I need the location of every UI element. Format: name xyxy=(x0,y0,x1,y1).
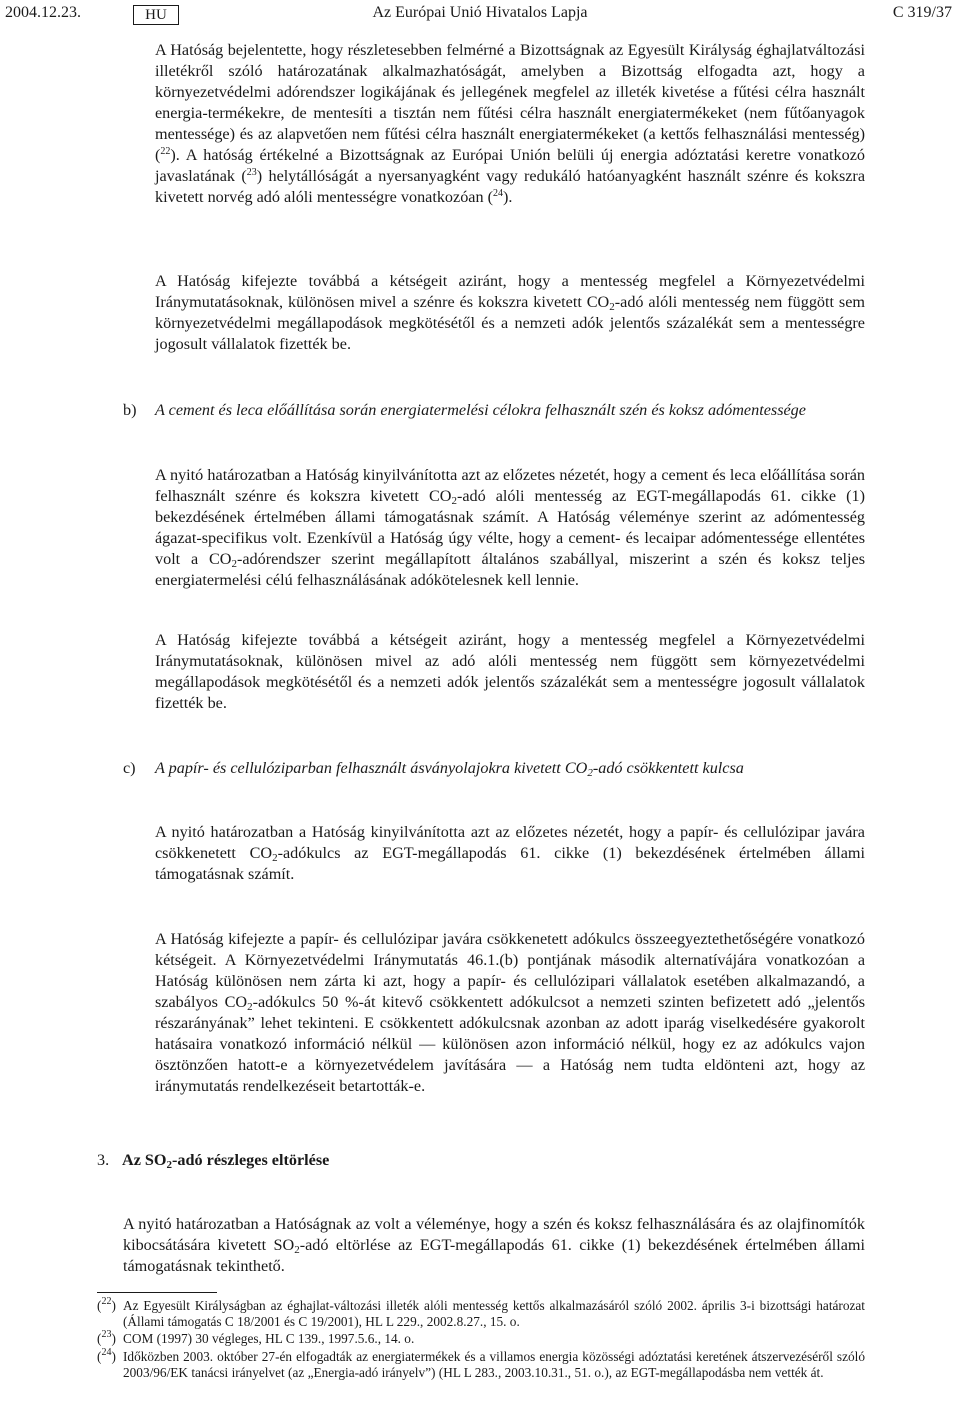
subsection-c-marker: c) xyxy=(123,759,136,777)
paragraph-5: A nyitó határozatban a Hatóság kinyilvánította azt az előzetes nézetét, hogy a papír- és cellulózipar javára csökkenetett $CO_2$-adókulcs az EGT-megállapodás 61. cikke (1) bekezdésének értelmében állami támogatásnak számít. xyxy=(155,823,865,883)
language-badge: HU xyxy=(133,5,179,25)
page-number: C 319/37 xyxy=(892,4,952,21)
paragraph-4: A Hatóság kifejezte továbbá a kétségeit aziránt, hogy a mentesség megfelel a Környezetvédelmi Iránymutatásoknak, különösen mivel az adó alóli mentesség nem függött sem környezetvédelmi megállapodások megkötésétől és a nemzeti adók jelentős százalékát sem a mentességre jogosult vállalatok fizették be. xyxy=(155,631,865,712)
footnote-text: Az Egyesült Királyságban az éghajlat-változási illeték alóli mentesség kettős alkalmazásáról szóló 2002. április 3-i bizottsági határozat (Állami támogatás C 18/2001 és C 19/2001), HL L 229., 2002.8.27., 15. o. xyxy=(123,1298,865,1329)
footnote-marker: ($^{23}$) xyxy=(97,1329,116,1346)
footnote-text: COM (1997) 30 végleges, HL C 139., 1997.5.6., 14. o. xyxy=(123,1331,415,1346)
footnote-ref-22[interactable]: 22 xyxy=(160,146,171,157)
footnote-ref-24[interactable]: 24 xyxy=(493,188,504,199)
subsection-c-title: A papír- és cellulóziparban felhasznált ásványolajokra kivetett $CO_2$-adó csökkentett kulcsa xyxy=(155,759,744,779)
page-header xyxy=(0,4,960,28)
journal-title: Az Európai Unió Hivatalos Lapja xyxy=(372,4,588,21)
footnote-marker: ($^{22}$) xyxy=(97,1296,116,1313)
paragraph-7: A nyitó határozatban a Hatóságnak az volt a véleménye, hogy a szén és koksz felhasználására és az olajfinomítók kibocsátására kivetett $SO_2$-adó eltörlése az EGT-megállapodás 61. cikke (1) bekezdésének értelmében állami támogatásnak tekinthető. xyxy=(123,1215,865,1275)
subsection-b-marker: b) xyxy=(123,401,137,419)
footnote-text: Időközben 2003. október 27-én elfogadták az energiatermékek és a villamos energia közösségi adóztatási keretének átszervezéséről szóló 2003/96/EK tanácsi irányelvet (az „Energia-adó irányelv”) (HL L 283., 2003.10.31., 51. o.), az EGT-megállapodásba nem vették át. xyxy=(123,1349,865,1380)
footnote-24 xyxy=(97,1349,865,1381)
paragraph-2: A Hatóság kifejezte továbbá a kétségeit aziránt, hogy a mentesség megfelel a Környezetvédelmi Iránymutatásoknak, különösen mivel a szénre és kokszra kivetett $CO_2$-adó alóli mentesség nem függött sem környezetvédelmi megállapodások megkötésétől és a nemzeti adók jelentős százalékát sem a mentességre jogosult vállalatok fizették be. xyxy=(155,272,866,353)
paragraph-1: A Hatóság bejelentette, hogy részletesebben felmérné a Bizottságnak az Egyesült Királyság éghajlatváltozási illetékről szóló határozatának alkalmazhatóságát, amelyben a Bizottság elfogadta azt, hogy a környezetvédelmi adórendszer logikájának és jellegének megfelel az illeték kivetése a fűtési célra használt energia-termékekre, de mentesíti a tisztán nem fűtési célra használt energiatermékeket (nem fűtőanyagok mentessége) és az alapvetően nem fűtési célra használt energiatermékeket (a kettős felhasználási mentesség) ($^{22}$). A hatóság értékelné a Bizottságnak az Európai Unión belüli új energia adóztatási keretre vonatkozó javaslatának ($^{23}$) helytállóságát a nyersanyagként vagy redukáló hatóanyagként használt szénre és kokszra kivetett norvég adó alóli mentességre vonatkozóan ($^{24}$). xyxy=(155,41,866,206)
section-3-number: 3. xyxy=(97,1151,110,1169)
subsection-b-title: A cement és leca előállítása során energiatermelési célokra felhasznált szén és koksz adómentessége xyxy=(155,401,806,419)
footnote-23 xyxy=(97,1331,865,1347)
footnote-22 xyxy=(97,1298,865,1330)
publication-date: 2004.12.23. xyxy=(5,4,81,21)
footnote-ref-23[interactable]: 23 xyxy=(246,167,257,178)
footnote-marker: ($^{24}$) xyxy=(97,1347,116,1364)
paragraph-6: A Hatóság kifejezte a papír- és cellulózipar javára csökkenetett adókulcs összeegyeztethetőségére vonatkozó kétségeit. A Környezetvédelmi Iránymutatás 46.1.(b) pontjának második alternatívájára vonatkozóan a Hatóság különösen nem zárta ki azt, hogy a papír- és cellulózipari vállalatok esetében alkalmazandó, a szabályos $CO_2$-adókulcs 50 %-át kitevő csökkentett adókulcsot a nemzeti szinten befizetett adó „jelentős részarányának” lehet tekinteni. E csökkentett adókulcsnak azonban az adott iparág viselkedésére gyakorolt hatásaira vonatkozó információ nélkül — különösen azon információ nélkül, hogy ez az adókulcs vajon ösztönzően hatott-e a környezetvédelem javítására — a Hatóság nem tudta eldönteni azt, hogy az iránymutatás rendelkezéseit betartották-e. xyxy=(155,930,865,1095)
section-3-title: Az $SO_2$-adó részleges eltörlése xyxy=(122,1151,330,1171)
paragraph-3: A nyitó határozatban a Hatóság kinyilvánította azt az előzetes nézetét, hogy a cement és leca előállítása során felhasznált szénre és kokszra kivetett $CO_2$-adó alóli mentesség az EGT-megállapodás 61. cikke (1) bekezdésének értelmében állami támogatásnak számít. A Hatóság véleménye szerint az adómentesség ágazat-specifikus volt. Ezenkívül a Hatóság úgy vélte, hogy a cement- és lecaipar adómentessége ellentétes volt a $CO_2$-adórendszer szerint megállapított általános szabállyal, miszerint a szén és koksz teljes energiatermelési célú felhasználásának adókötelesnek kell lennie. xyxy=(155,466,865,589)
footnote-divider xyxy=(97,1292,217,1293)
